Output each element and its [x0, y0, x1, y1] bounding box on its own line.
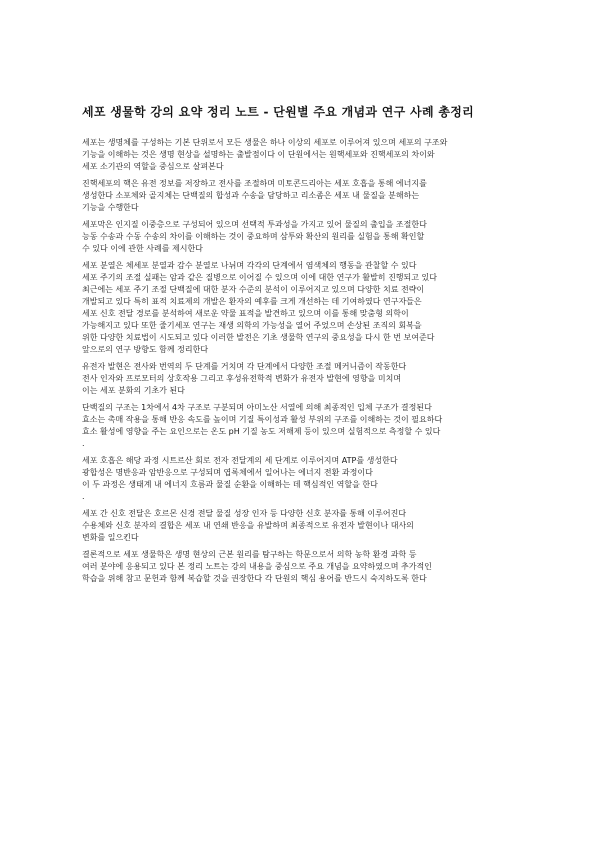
page-title: 세포 생물학 강의 요약 정리 노트 - 단원별 주요 개념과 연구 사례 총정리: [82, 105, 474, 119]
text-line: 세포 소기관의 역할을 중심으로 살펴본다: [82, 162, 224, 171]
text-line: 최근에는 세포 주기 조절 단백질에 대한 분자 수준의 분석이 이루어지고 있으며 다양한 치료 전략이: [82, 285, 425, 294]
text-line: 효소는 촉매 작용을 통해 반응 속도를 높이며 기질 특이성과 활성 부위의 구조를 이해하는 것이 필요하다: [82, 415, 443, 424]
paragraph: [82, 219, 512, 255]
text-line: 효소 활성에 영향을 주는 요인으로는 온도 pH 기질 농도 저해제 등이 있으며 실험적으로 측정할 수 있다: [82, 427, 441, 436]
paragraph: [82, 137, 512, 173]
text-line: 진핵세포의 핵은 유전 정보를 저장하고 전사를 조절하며 미토콘드리아는 세포 호흡을 통해 에너지를: [82, 179, 427, 188]
text-line: 광합성은 명반응과 암반응으로 구성되며 엽록체에서 일어나는 에너지 전환 과정이다: [82, 468, 373, 477]
paragraph: [82, 508, 512, 544]
paragraph: [82, 361, 512, 397]
text-line: 능동 수송과 수동 수송의 차이를 이해하는 것이 중요하며 삼투와 확산의 원리를 실험을 통해 확인할: [82, 232, 425, 241]
text-line: 세포 호흡은 해당 과정 시트르산 회로 전자 전달계의 세 단계로 이루어지며 ATP를 생성한다: [82, 456, 398, 465]
text-line: 변화를 일으킨다: [82, 533, 139, 542]
text-line: 결론적으로 세포 생물학은 생명 현상의 근본 원리를 탐구하는 학문으로서 의학 농학 환경 과학 등: [82, 550, 417, 559]
text-line: 가능해지고 있다 또한 줄기세포 연구는 재생 의학의 가능성을 열어 주었으며 손상된 조직의 회복을: [82, 321, 422, 330]
text-line: 앞으로의 연구 방향도 함께 정리한다: [82, 345, 209, 354]
text-line: 이 두 과정은 생태계 내 에너지 흐름과 물질 순환을 이해하는 데 핵심적인 역할을 한다: [82, 480, 378, 489]
text-line: 세포는 생명체를 구성하는 기본 단위로서 모든 생물은 하나 이상의 세포로 이루어져 있으며 세포의 구조와: [82, 138, 448, 147]
text-line: 여러 분야에 응용되고 있다 본 정리 노트는 강의 내용을 중심으로 주요 개념을 요약하였으며 추가적인: [82, 562, 432, 571]
text-line: 수 있다 이에 관한 사례를 제시한다: [82, 244, 203, 253]
text-line: 학습을 위해 참고 문헌과 함께 복습할 것을 권장한다 각 단원의 핵심 용어를 반드시 숙지하도록 한다: [82, 574, 427, 583]
text-line: 단백질의 구조는 1차에서 4차 구조로 구분되며 아미노산 서열에 의해 최종적인 입체 구조가 결정된다: [82, 403, 432, 412]
text-line: 세포 분열은 체세포 분열과 감수 분열로 나뉘며 각각의 단계에서 염색체의 행동을 관찰할 수 있다: [82, 261, 417, 270]
text-line: 이는 세포 분화의 기초가 된다: [82, 386, 185, 395]
text-line: 기능을 이해하는 것은 생명 현상을 설명하는 출발점이다 이 단원에서는 원핵세포와 진핵세포의 차이와: [82, 150, 435, 159]
paragraph: [82, 549, 512, 585]
text-line: 세포 간 신호 전달은 호르몬 신경 전달 물질 성장 인자 등 다양한 신호 분자를 통해 이루어진다: [82, 509, 407, 518]
text-line: 개발되고 있다 특히 표적 치료제의 개발은 환자의 예후를 크게 개선하는 데 기여하였다 연구자들은: [82, 297, 422, 306]
text-line: 위한 다양한 치료법이 시도되고 있다 이러한 발전은 기초 생물학 연구의 중요성을 다시 한 번 보여준다: [82, 333, 435, 342]
text-line: 세포 신호 전달 경로를 분석하여 새로운 약물 표적을 발견하고 있으며 이를 통해 맞춤형 의학이: [82, 309, 409, 318]
text-line: 유전자 발현은 전사와 번역의 두 단계를 거치며 각 단계에서 다양한 조절 메커니즘이 작동한다: [82, 362, 407, 371]
paragraph: [82, 455, 512, 503]
text-line: 생성한다 소포체와 골지체는 단백질의 합성과 수송을 담당하고 리소좀은 세포 내 물질을 분해하는: [82, 191, 420, 200]
text-line: 기능을 수행한다: [82, 203, 139, 212]
text-line: .: [82, 439, 85, 448]
text-line: 전사 인자와 프로모터의 상호작용 그리고 후성유전학적 변화가 유전자 발현에 영향을 미치며: [82, 374, 402, 383]
text-line: 수용체와 신호 분자의 결합은 세포 내 연쇄 반응을 유발하며 최종적으로 유전자 발현이나 대사의: [82, 521, 414, 530]
paragraph: [82, 178, 512, 214]
text-line: 세포 주기의 조절 실패는 암과 같은 질병으로 이어질 수 있으며 이에 대한 연구가 활발히 진행되고 있다: [82, 273, 437, 282]
paragraph: [82, 402, 512, 450]
text-line: .: [82, 492, 85, 501]
paragraph: [82, 260, 512, 356]
text-line: 세포막은 인지질 이중층으로 구성되어 있으며 선택적 투과성을 가지고 있어 물질의 출입을 조절한다: [82, 220, 427, 229]
document-body: [82, 137, 512, 590]
